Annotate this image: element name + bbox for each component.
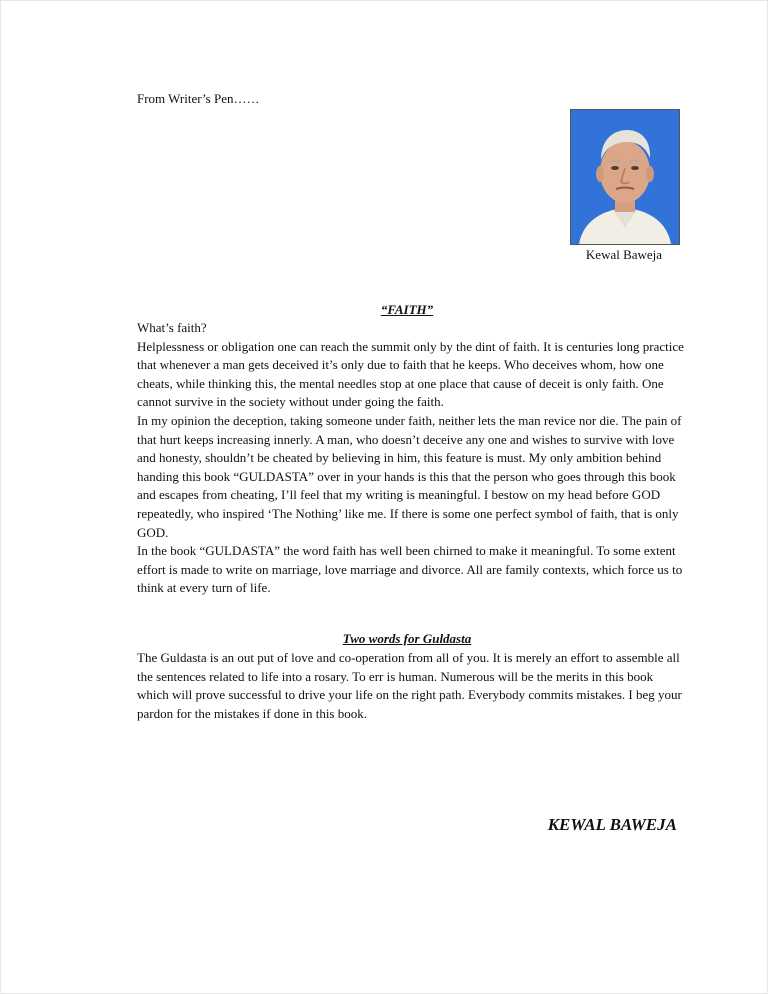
faith-paragraph: In my opinion the deception, taking someone under faith, neither lets the man revice nor die. The pain of that hurt keeps increasing innerly. A man, who doesn’t deceive any one and wishes to survive with love and honesty, shouldn’t be cheated by believing in him, this feature is must. My only ambition behind handing this book “GULDASTA” over in your hands is this that the person who goes through this book and escapes from cheating, I’ll feel that my writing is meaningful. I bestow on my head before GOD repeatedly, who inspired ‘The Nothing’ like me. If there is some one perfect symbol of faith, that is only GOD. [137, 412, 682, 540]
faith-paragraph: Helplessness or obligation one can reach the summit only by the dint of faith. It is centuries long practice that whenever a man gets deceived it’s only due to faith that he keeps. Who deceives whom, how one cheats, while thinking this, the mental needles stop at one place that cause of deceit is only faith. One cannot survive in the society without under going the faith. [137, 338, 684, 410]
author-signature: KEWAL BAWEJA [547, 815, 677, 834]
faith-body [137, 319, 685, 598]
author-photo [570, 109, 680, 245]
photo-caption: Kewal Baweja [585, 247, 663, 262]
faith-paragraph: In the book “GULDASTA” the word faith has well been chirned to make it meaningful. To some extent effort is made to write on marriage, love marriage and divorce. All are family contexts, which force us to think at every turn of life. [137, 543, 683, 596]
two-words-paragraph: The Guldasta is an out put of love and co-operation from all of you. It is merely an effort to assemble all the sentences related to life into a rosary. To err is human. Numerous will be the merits in this book which will prove successful to drive your life on the right path. Everybody commits mistakes. I beg your pardon for the mistakes if done in this book. [137, 650, 682, 721]
two-words-body [137, 649, 685, 723]
header-text: From Writer’s Pen…… [137, 91, 260, 106]
faith-heading: “FAITH” [380, 302, 434, 317]
faith-paragraph: What’s faith? [137, 320, 207, 335]
author-portrait-illustration [571, 110, 679, 244]
two-words-heading: Two words for Guldasta [342, 631, 472, 646]
